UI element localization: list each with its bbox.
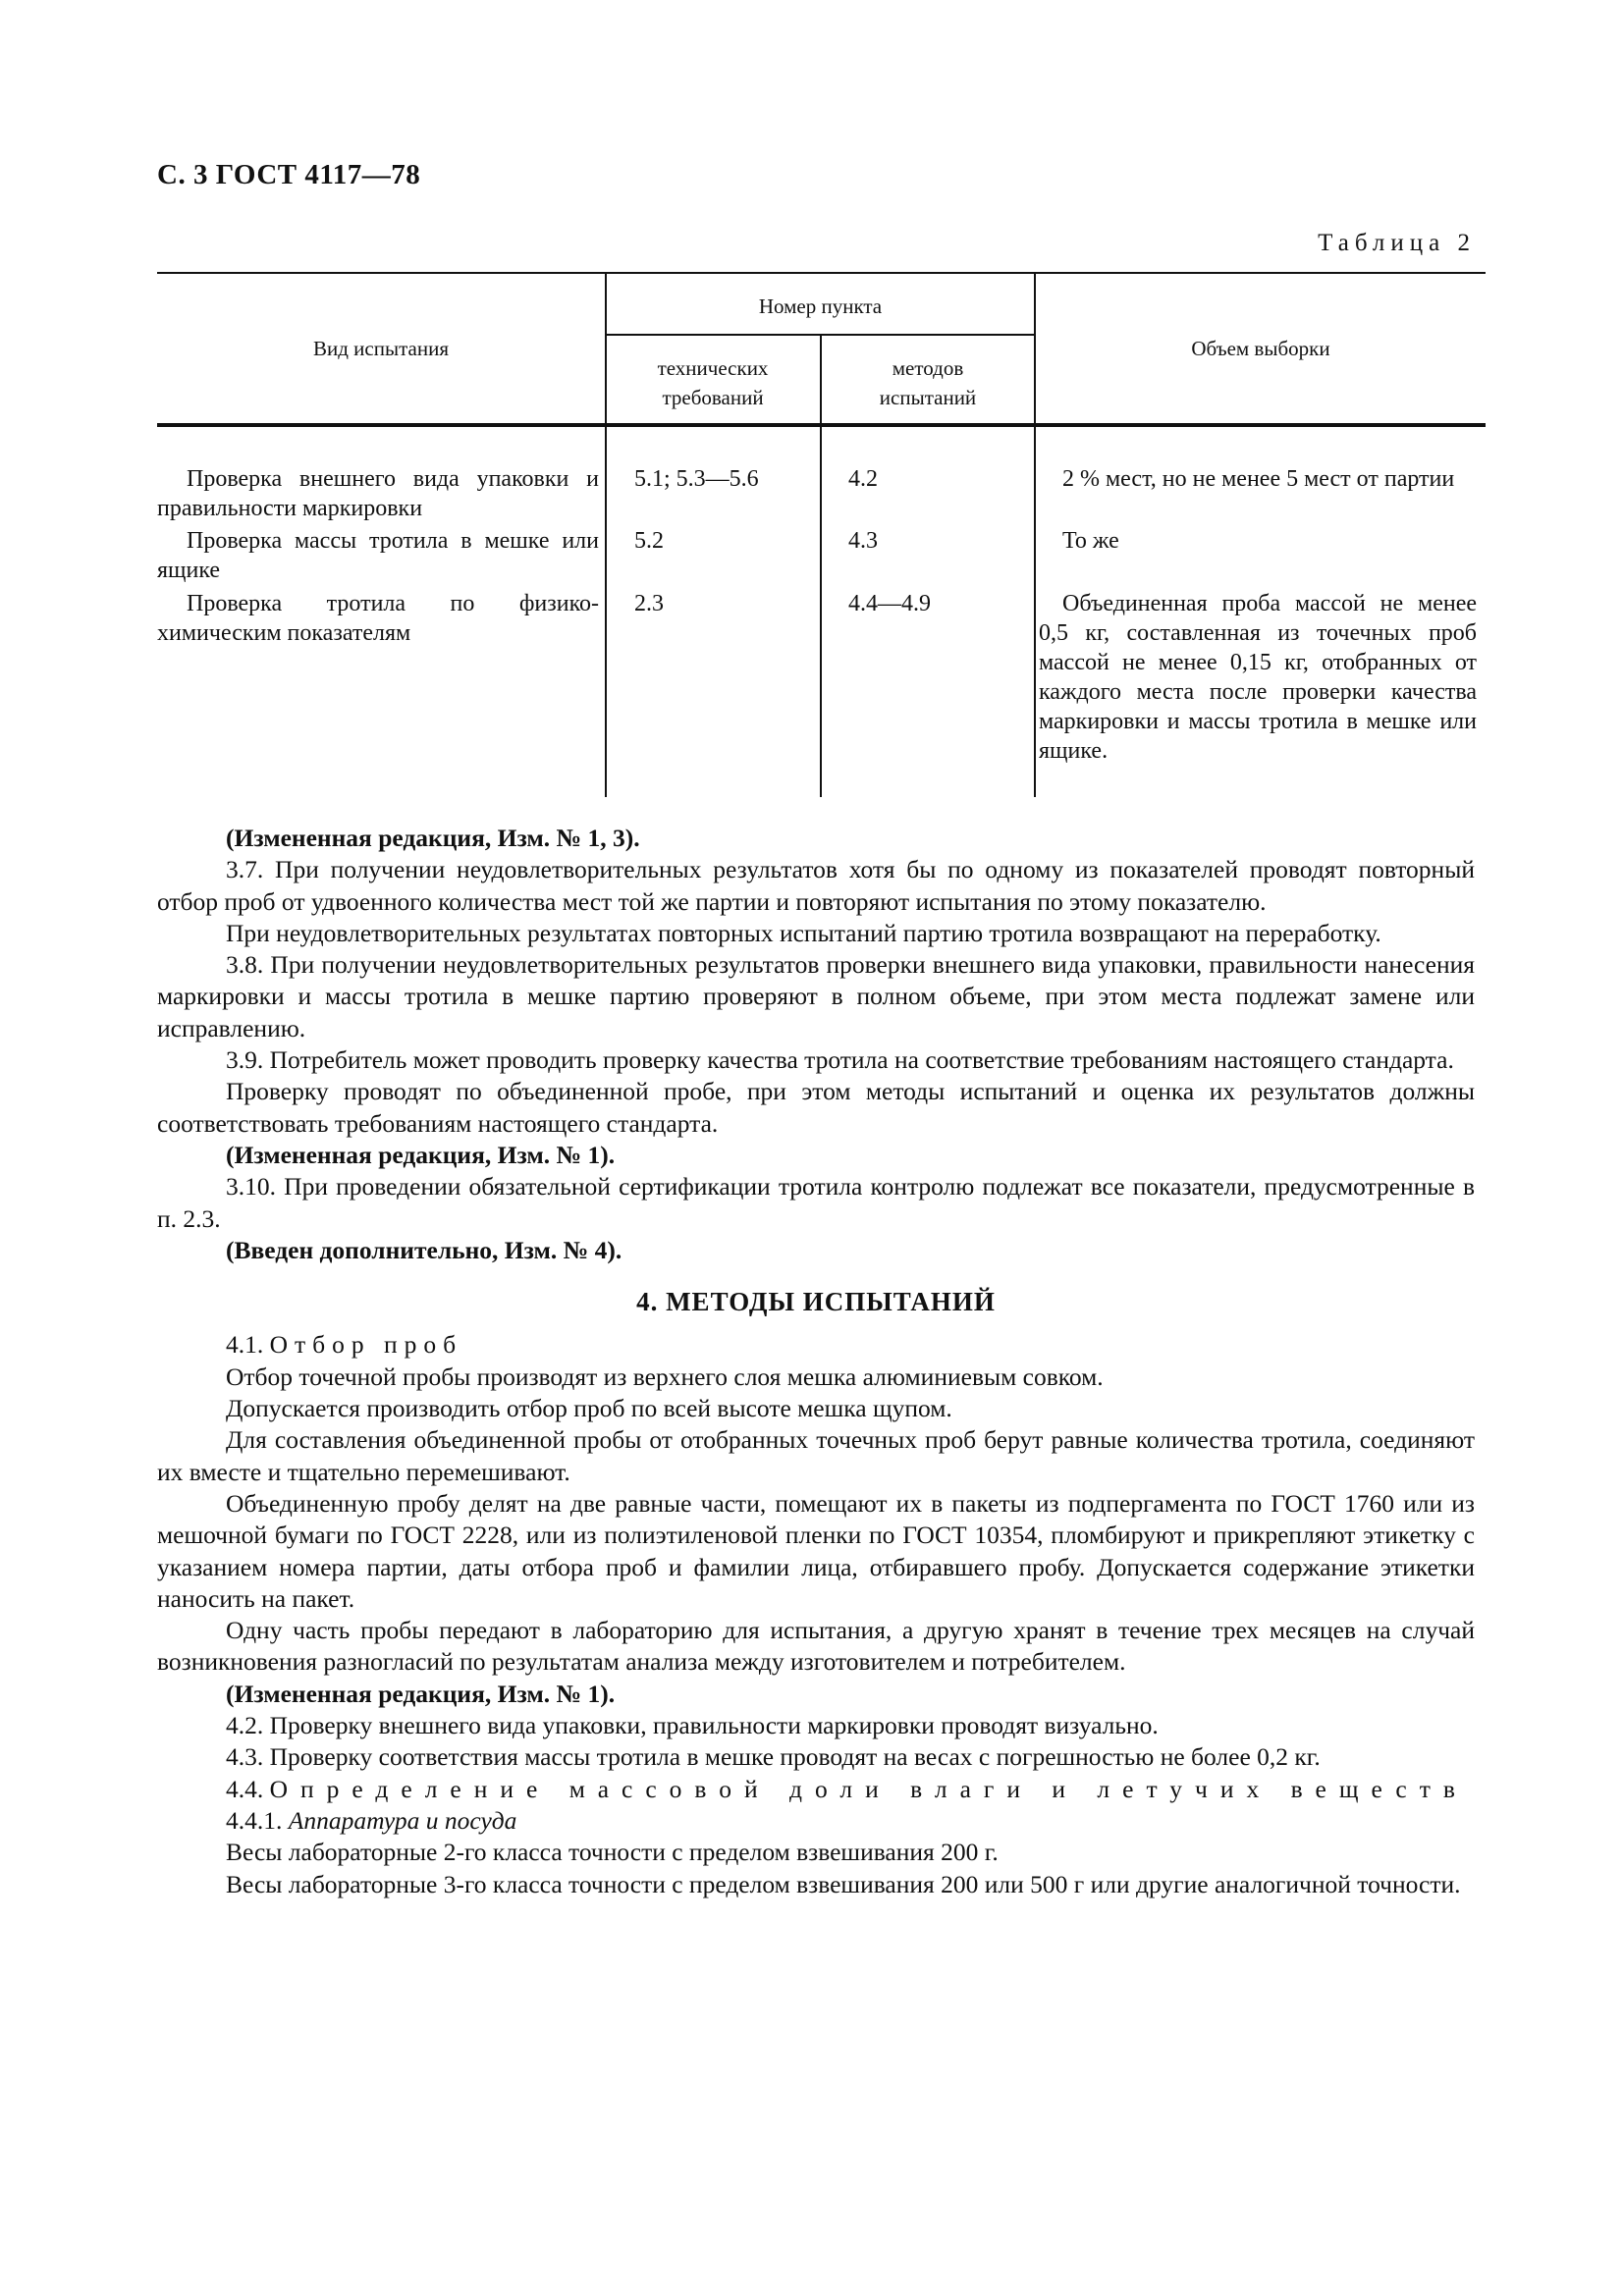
header-sample-size: Объем выборки [1191, 337, 1330, 360]
paragraph-3-7: 3.7. При получении неудовлетворительных результатов хотя бы по одному из показателей проводят повторный отбор проб от удвоенного количества мест той же партии и повторяют испытания по этому показателю. [157, 855, 1475, 916]
cell-method: 4.2 [848, 466, 878, 492]
body-text [157, 823, 1475, 1900]
paragraph-4-1-b: Допускается производить отбор проб по всей высоте мешка щупом. [226, 1394, 952, 1423]
paragraph-4-1-a: Отбор точечной пробы производят из верхнего слоя мешка алюминиевым совком. [226, 1362, 1104, 1391]
cell-tech: 2.3 [634, 591, 664, 616]
heading-4-4-1 [157, 1805, 1475, 1837]
amendment-note: (Измененная редакция, Изм. № 1). [226, 1140, 616, 1169]
paragraph-4-1-d: Объединенную пробу делят на две равные части, помещают их в пакеты из подпергамента по ГОСТ 1760 или из мешочной бумаги по ГОСТ 2228, или из полиэтиленовой пленки по ГОСТ 10354, пломбируют и прикрепляют этикетку с указанием номера партии, даты отбора проб и фамилии лица, отбиравшего пробу. Допускается содержание этикетки наносить на пакет. [157, 1488, 1475, 1613]
paragraph-3-8: 3.8. При получении неудовлетворительных результатов проверки внешнего вида упаковки, правильности нанесения маркировки и массы тротила в мешке партию проверяют в полном объеме, при этом места подлежат замене или исправлению. [157, 950, 1475, 1042]
paragraph-3-9-b: Проверку проводят по объединенной пробе, при этом методы испытаний и оценка их результатов должны соответствовать требованиям настоящего стандарта. [157, 1077, 1475, 1138]
paragraph-3-10: 3.10. При проведении обязательной сертификации тротила контролю подлежат все показатели, предусмотренные в п. 2.3. [157, 1172, 1475, 1233]
cell-method: 4.4—4.9 [848, 591, 931, 616]
heading-4-1 [157, 1329, 1475, 1361]
cell-sample: То же [1062, 528, 1119, 554]
header-item-number: Номер пункта [758, 294, 883, 318]
section-title: 4. МЕТОДЫ ИСПЫТАНИЙ [636, 1287, 996, 1317]
heading-number: 4.4. [226, 1774, 264, 1803]
table-top-rule [157, 272, 1486, 274]
col-divider-1 [605, 273, 607, 797]
paragraph-4-1-c: Для составления объединенной пробы от отобранных точечных проб берут равные количества тротила, соединяют их вместе и тщательно перемешивают. [157, 1425, 1475, 1486]
paragraph-4-1-e: Одну часть пробы передают в лабораторию для испытания, а другую хранят в течение трех месяцев на случай возникновения разногласий по результатам анализа между изготовителем и потребителем. [157, 1616, 1475, 1677]
cell-test: Проверка тротила по физико-химическим показателям [157, 591, 599, 646]
page-header: С. 3 ГОСТ 4117—78 [157, 159, 421, 190]
header-test-type: Вид испытания [313, 337, 449, 360]
heading-number: 4.4.1. [226, 1805, 283, 1835]
header-tech-requirements: технических требований [657, 356, 769, 409]
amendment-note: (Измененная редакция, Изм. № 1, 3). [226, 824, 640, 852]
heading-number: 4.1. [226, 1330, 264, 1360]
paragraph-4-2: 4.2. Проверку внешнего вида упаковки, правильности маркировки проводят визуально. [226, 1711, 1159, 1740]
paragraph-3-7-b: При неудовлетворительных результатах повторных испытаний партию тротила возвращают на переработку. [226, 918, 1381, 947]
paragraph-3-9: 3.9. Потребитель может проводить проверку качества тротила на соответствие требованиям настоящего стандарта. [226, 1045, 1454, 1075]
table-caption: Таблица 2 [1318, 230, 1476, 256]
cell-tech: 5.2 [634, 528, 664, 554]
paragraph-4-4-1-b: Весы лабораторные 3-го класса точности с пределом взвешивания 200 или 500 г или другие аналогичной точности. [226, 1869, 1461, 1898]
heading-4-4 [157, 1774, 1475, 1805]
amendment-note: (Введен дополнительно, Изм. № 4). [226, 1235, 622, 1264]
header-test-methods: методов испытаний [879, 356, 977, 409]
amendment-note: (Измененная редакция, Изм. № 1). [226, 1679, 616, 1708]
cell-test: Проверка внешнего вида упаковки и правильности маркировки [157, 466, 599, 521]
cell-method: 4.3 [848, 528, 878, 554]
cell-sample: 2 % мест, но не менее 5 мест от партии [1062, 466, 1455, 492]
heading-title: Определение массовой доли влаги и летучих веществ [269, 1774, 1468, 1803]
cell-test: Проверка массы тротила в мешке или ящике [157, 528, 599, 583]
heading-title: Отбор проб [269, 1330, 463, 1360]
cell-tech: 5.1; 5.3—5.6 [634, 466, 759, 492]
paragraph-4-4-1-a: Весы лабораторные 2-го класса точности с пределом взвешивания 200 г. [226, 1838, 999, 1867]
paragraph-4-3: 4.3. Проверку соответствия массы тротила в мешке проводят на весах с погрешностью не более 0,2 кг. [226, 1742, 1321, 1772]
cell-sample: Объединенная проба массой не менее 0,5 кг, составленная из точечных проб массой не менее 0,15 кг, отобранных от каждого места после проверки качества маркировки и массы тротила в мешке или ящике. [1039, 591, 1477, 764]
heading-title: Аппаратура и посуда [288, 1805, 517, 1835]
col-divider-2 [820, 334, 822, 797]
